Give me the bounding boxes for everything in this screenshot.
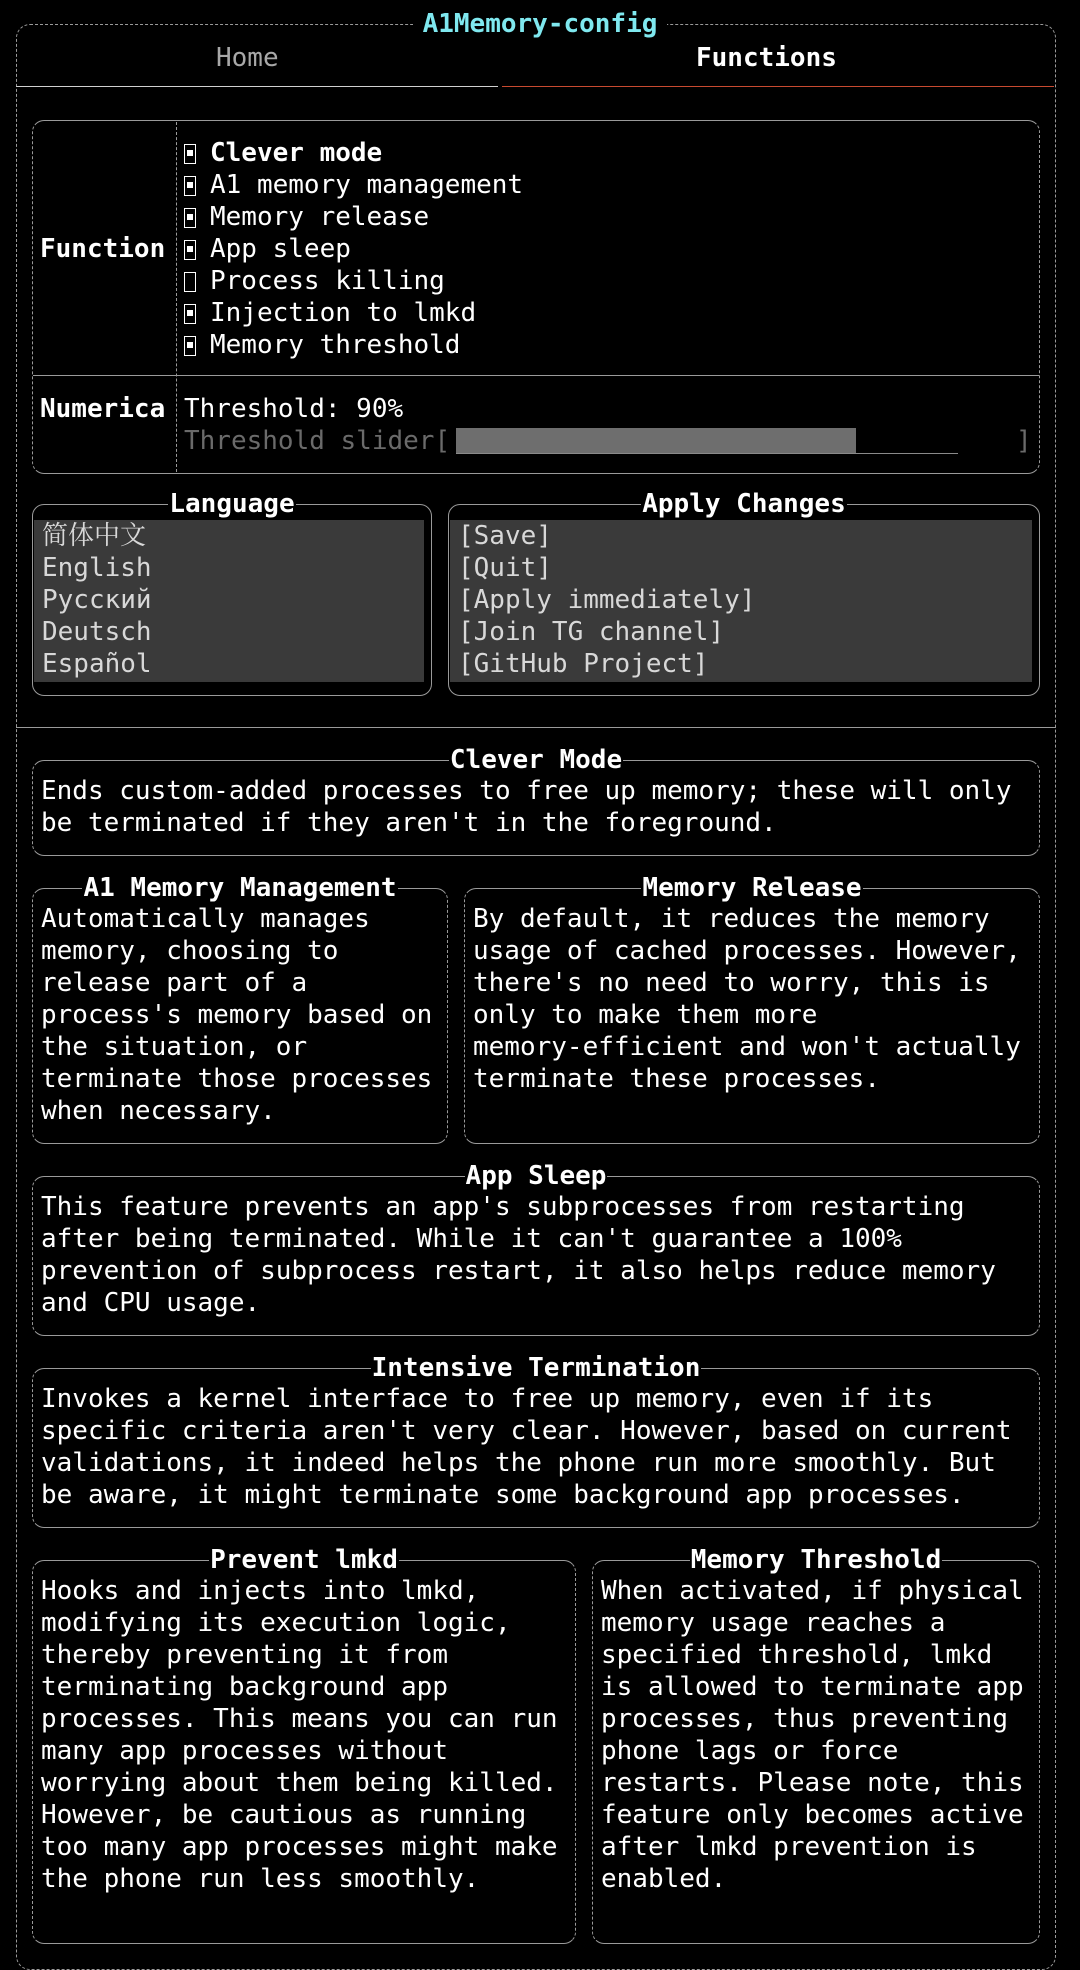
language-title: Language [169,489,295,519]
memory-release-box [464,873,1040,1144]
function-item-clever-mode[interactable]: Clever mode [184,137,382,169]
clever-mode-title: Clever Mode [449,745,623,775]
threshold-value: Threshold: 90% [184,394,404,424]
section-divider [16,727,1056,728]
memory-release-title: Memory Release [642,873,862,903]
function-row-label: Function [40,234,166,264]
threshold-slider-label: Threshold slider[ [184,426,451,456]
clever-mode-description: Ends custom-added processes to free up memory; these will only be terminated if they aren't in the foreground. [41,776,1012,838]
memory-threshold-title: Memory Threshold [690,1545,942,1575]
memory-release-description: By default, it reduces the memory usage of cached processes. However, there's no need to worry, this is only to make them more memory-efficient and won't actually terminate these processes. [473,904,1021,1094]
language-option-zh[interactable]: 简体中文 [42,521,147,551]
function-item-memory-threshold[interactable]: Memory threshold [184,329,460,361]
memory-threshold-box [592,1545,1040,1944]
clever-mode-box [32,745,1040,856]
checkbox-icon [184,336,196,356]
app-sleep-title: App Sleep [465,1161,607,1191]
checkbox-icon [184,208,196,228]
function-item-process-killing[interactable]: Process killing [184,265,445,297]
settings-column-divider [176,122,177,472]
join-tg-channel-button[interactable]: [Join TG channel] [458,617,725,647]
checkbox-icon [184,304,196,324]
numerica-row-label: Numerica [40,394,166,424]
intensive-termination-title: Intensive Termination [371,1353,701,1383]
language-option-en[interactable]: English [42,553,152,583]
language-option-de[interactable]: Deutsch [42,617,152,647]
a1-memory-management-description: Automatically manages memory, choosing to release part of a process's memory based on the situation, or terminate those processes when necessary. [41,904,433,1126]
checkbox-icon [184,176,196,196]
apply-immediately-button[interactable]: [Apply immediately] [458,585,756,615]
language-option-ru[interactable]: Русский [42,585,152,615]
function-item-memory-release[interactable]: Memory release [184,201,429,233]
tab-functions[interactable]: Functions [696,43,837,73]
checkbox-icon [184,144,196,164]
threshold-slider[interactable] [456,428,958,454]
intensive-termination-description: Invokes a kernel interface to free up memory, even if its specific criteria aren't very clear. However, based on current validations, it indeed helps the phone run more smoothly. But be aware, it might terminate some background app processes. [41,1384,1012,1510]
apply-changes-list [450,520,1032,682]
app-title: A1Memory-config [0,8,1080,40]
checkbox-icon [184,272,196,292]
app-sleep-box [32,1161,1040,1336]
memory-threshold-description: When activated, if physical memory usage reaches a specified threshold, lmkd is allowed to terminate app processes, thus preventing phone lags or force restarts. Please note, this feature only becomes active after lmkd prevention is enabled. [601,1576,1024,1894]
tab-underline-inactive [16,86,498,87]
tab-underline-active [502,86,1054,87]
quit-button[interactable]: [Quit] [458,553,552,583]
threshold-slider-fill [456,428,856,453]
prevent-lmkd-title: Prevent lmkd [210,1545,398,1575]
function-item-injection-to-lmkd[interactable]: Injection to lmkd [184,297,476,329]
tab-home[interactable]: Home [216,43,279,73]
prevent-lmkd-box [32,1545,576,1944]
app-sleep-description: This feature prevents an app's subprocesses from restarting after being terminated. While it can't guarantee a 100% prevention of subprocess restart, it also helps reduce memory and CPU usage. [41,1192,996,1318]
language-option-es[interactable]: Español [42,649,152,679]
github-project-button[interactable]: [GitHub Project] [458,649,709,679]
checkbox-icon [184,240,196,260]
function-item-a1-memory-management[interactable]: A1 memory management [184,169,523,201]
prevent-lmkd-description: Hooks and injects into lmkd, modifying its execution logic, thereby preventing it from terminating background app processes. This means you can run many app processes without worrying about them being killed. However, be cautious as running too many app processes might make the phone run less smoothly. [41,1576,558,1894]
language-list [34,520,424,682]
a1-memory-management-box [32,873,448,1144]
settings-row-divider [33,375,1039,376]
save-button[interactable]: [Save] [458,521,552,551]
a1-memory-management-title: A1 Memory Management [83,873,397,903]
intensive-termination-box [32,1353,1040,1528]
apply-changes-title: Apply Changes [642,489,846,519]
function-item-app-sleep[interactable]: App sleep [184,233,351,265]
threshold-slider-end: ] [1016,426,1032,456]
